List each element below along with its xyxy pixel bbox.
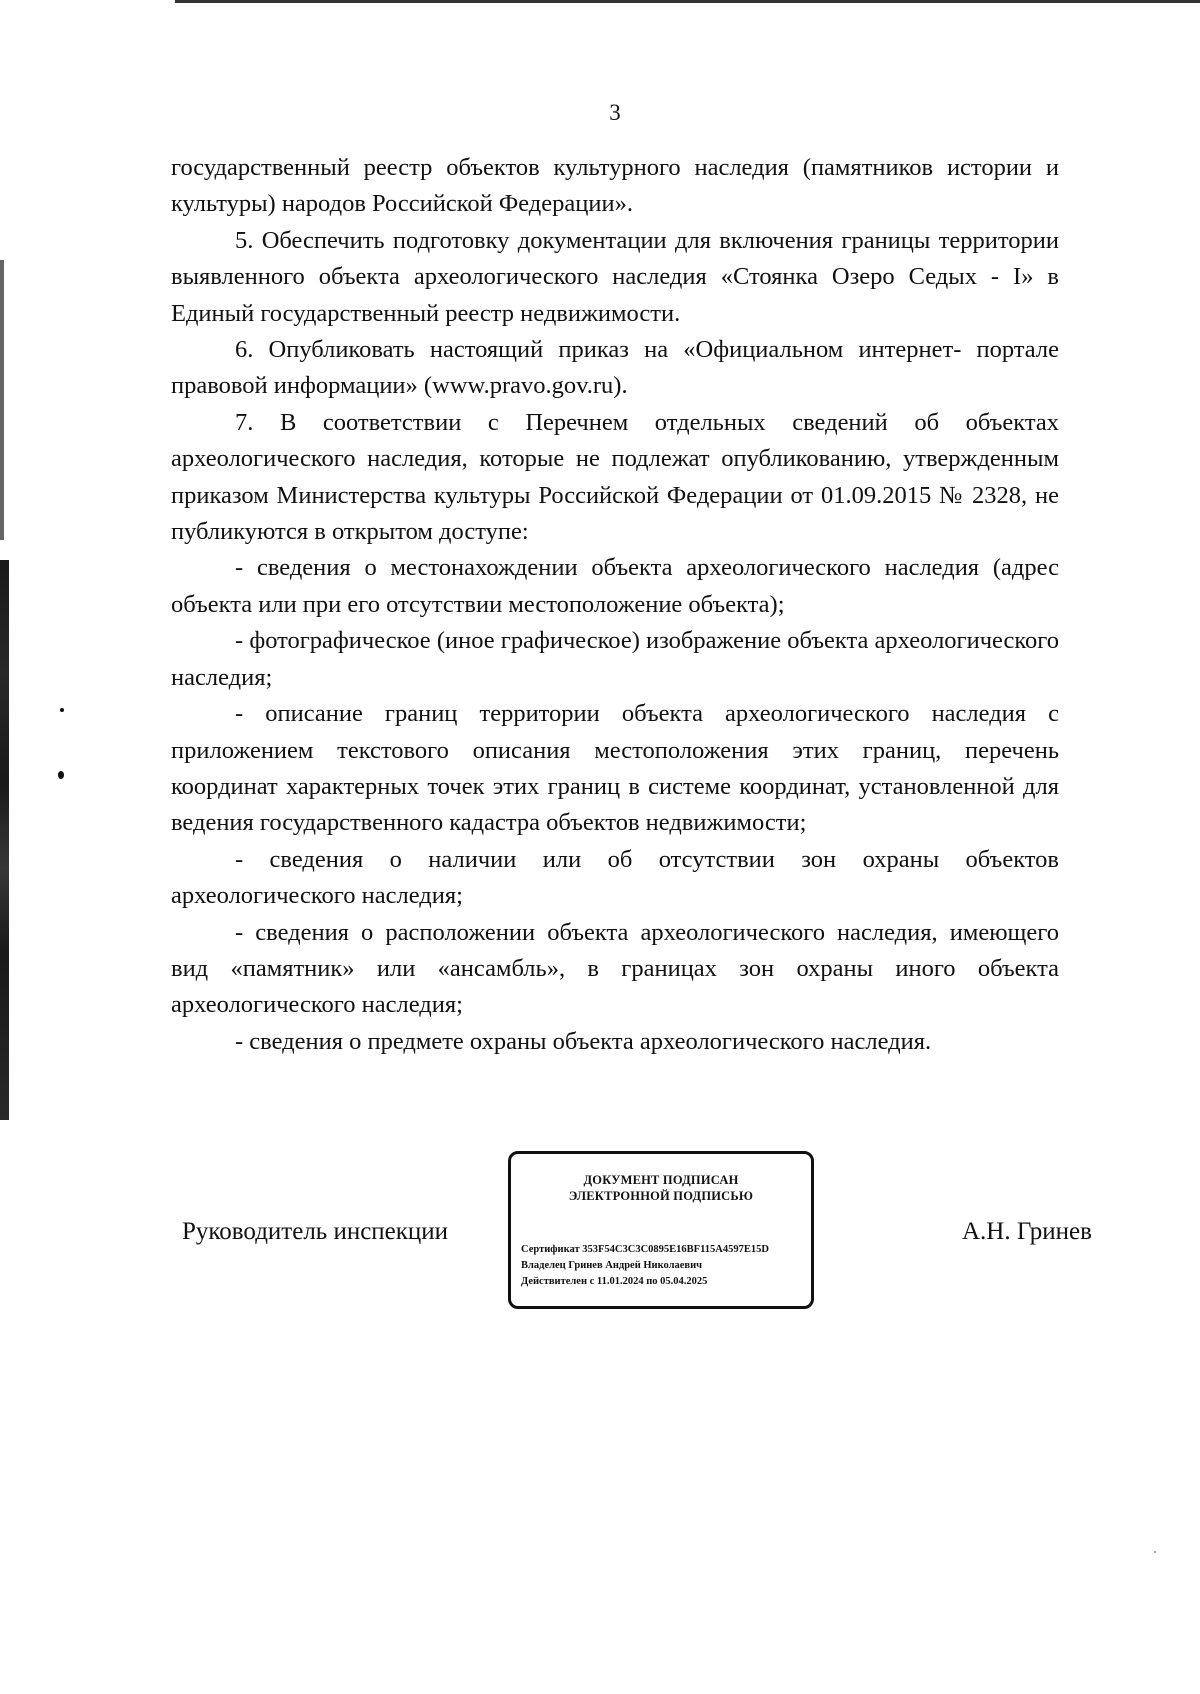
- stamp-heading: [511, 1172, 811, 1204]
- signer-title: Руководитель инспекции: [182, 1218, 449, 1245]
- page-number: 3: [609, 100, 621, 125]
- list-item-subject-of-protection: - сведения о предмете охраны объекта археологического наследия.: [235, 1027, 932, 1055]
- scan-left-shadow: [0, 260, 4, 540]
- stamp-certificate: Сертификат 353F54C3C3C0895E16BF115A4597E15D: [521, 1244, 769, 1255]
- list-item-image: - фотографическое (иное графическое) изображение объекта археологического наследия;: [171, 627, 1059, 691]
- stamp-details: [521, 1242, 811, 1290]
- list-item-protection-zones: - сведения о наличии или об отсутствии зон охраны объектов археологического наследия;: [171, 845, 1059, 910]
- scan-speck: [58, 771, 64, 779]
- stamp-heading-line: ЭЛЕКТРОННОЙ ПОДПИСЬЮ: [568, 1189, 754, 1203]
- paragraph-item-6: 6. Опубликовать настоящий приказ на «Официальном интернет- портале правовой информации» (www.pravo.gov.ru).: [171, 336, 1059, 400]
- stamp-validity: Действителен с 11.01.2024 по 05.04.2025: [521, 1276, 708, 1287]
- scan-speck: [1154, 1551, 1156, 1553]
- list-item-placement: - сведения о расположении объекта археологического наследия, имеющего вид «памятник» или «ансамбль», в границах зон охраны иного объекта археологического наследия;: [171, 918, 1059, 1019]
- stamp-heading-line: ДОКУМЕНТ ПОДПИСАН: [583, 1173, 739, 1187]
- stamp-owner: Владелец Гринев Андрей Николаевич: [521, 1260, 703, 1271]
- signer-name: А.Н. Гринев: [962, 1218, 1092, 1245]
- electronic-signature-stamp: [508, 1151, 814, 1309]
- paragraph-continuation: государственный реестр объектов культурного наследия (памятников истории и культуры) народов Российской Федерации».: [171, 154, 1059, 218]
- paragraph-item-7: 7. В соответствии с Перечнем отдельных сведений об объектах археологического наследия, которые не подлежат опубликованию, утвержденным приказом Министерства культуры Российской Федерации от 01.09.2015 № 2328, не публикуются в открытом доступе:: [171, 408, 1059, 546]
- list-item-location: - сведения о местонахождении объекта археологического наследия (адрес объекта или при его отсутствии местоположение объекта);: [171, 554, 1059, 618]
- scan-speck: [60, 708, 64, 712]
- scan-left-binding-shadow: [0, 560, 9, 1120]
- list-item-boundaries: - описание границ территории объекта археологического наследия с приложением текстового описания местоположения этих границ, перечень координат характерных точек этих границ в системе координат, установленной для ведения государственного кадастра объектов недвижимости;: [171, 700, 1059, 837]
- scan-top-edge: [175, 0, 1200, 3]
- paragraph-item-5: 5. Обеспечить подготовку документации для включения границы территории выявленного объекта археологического наследия «Стоянка Озеро Седых - I» в Единый государственный реестр недвижимости.: [171, 226, 1059, 327]
- document-body: [171, 150, 1059, 1060]
